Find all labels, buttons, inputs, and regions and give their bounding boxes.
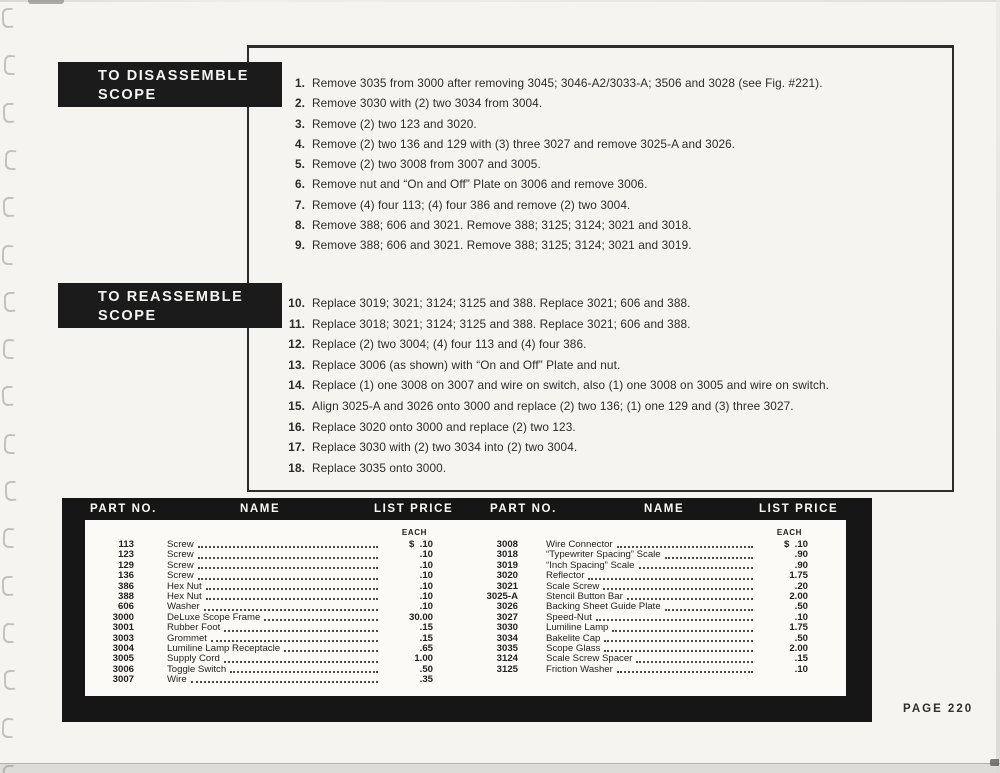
part-row — [480, 623, 808, 633]
dotted-leader — [206, 598, 378, 600]
dotted-leader — [627, 598, 753, 600]
part-price: .90 — [794, 549, 808, 561]
step-number: 2. — [294, 96, 305, 111]
part-price: 2.00 — [789, 590, 808, 602]
part-number: 136 — [117, 570, 134, 582]
binding-hole-icon — [3, 623, 15, 643]
step-text: Remove (4) four 113; (4) four 386 and remove (2) two 3004. — [312, 197, 631, 212]
parts-column-right — [480, 528, 808, 675]
binding-hole-icon — [4, 292, 16, 312]
dotted-leader — [224, 630, 378, 632]
part-number: 3027 — [496, 611, 518, 623]
dotted-leader — [665, 609, 753, 611]
part-row — [100, 623, 433, 633]
step-number: 12. — [288, 337, 305, 352]
step-text: Remove 3035 from 3000 after removing 3045; 3046-A2/3033-A; 3506 and 3028 (see Fig. #221). — [312, 76, 823, 90]
part-number: 3030 — [496, 622, 518, 634]
step-text: Remove (2) two 3008 from 3007 and 3005. — [312, 157, 541, 172]
part-name: “Inch Spacing” Scale — [546, 559, 635, 571]
step-number: 16. — [288, 419, 305, 434]
step-row — [279, 117, 951, 137]
step-row — [279, 440, 951, 461]
step-row — [279, 399, 951, 420]
part-number: 3006 — [112, 663, 134, 675]
part-row — [480, 654, 808, 664]
dotted-leader — [604, 650, 753, 652]
part-number: 3005 — [112, 653, 134, 665]
part-number: 3021 — [496, 580, 518, 592]
binding-hole-icon — [2, 717, 14, 737]
part-price: .10 — [419, 559, 433, 571]
binding-hole-icon — [4, 670, 16, 690]
part-number: 123 — [117, 549, 134, 561]
header-name-right: NAME — [644, 503, 685, 515]
part-row — [480, 550, 808, 560]
step-row — [279, 198, 951, 218]
part-price: .35 — [419, 674, 433, 686]
binding-hole-icon — [5, 481, 17, 501]
part-row — [480, 602, 808, 612]
part-price: .50 — [794, 601, 808, 613]
step-text: Replace 3018; 3021; 3124; 3125 and 388. Replace 3021; 606 and 388. — [312, 316, 691, 331]
part-price: .20 — [794, 580, 808, 592]
part-name: Friction Washer — [546, 663, 613, 675]
step-text: Replace (1) one 3008 on 3007 and wire on switch, also (1) one 3008 on 3005 and wire on switch. — [312, 378, 829, 393]
dotted-leader — [284, 650, 378, 652]
reassemble-heading-line1: TO REASSEMBLE — [98, 289, 244, 305]
part-price: .15 — [419, 632, 433, 644]
dotted-leader — [639, 567, 753, 569]
dotted-leader — [612, 630, 753, 632]
part-number: 3003 — [112, 632, 134, 644]
part-number: 3008 — [496, 538, 518, 550]
part-name: Rubber Foot — [167, 622, 221, 634]
step-number: 7. — [294, 197, 305, 212]
part-name: Screw — [167, 549, 194, 561]
part-number: 3004 — [112, 642, 134, 654]
step-text: Remove 3030 with (2) two 3034 from 3004. — [312, 96, 543, 111]
dotted-leader — [588, 578, 753, 580]
part-price: .10 — [794, 663, 808, 675]
step-number: 10. — [288, 296, 305, 310]
reassemble-heading — [58, 283, 282, 328]
disassemble-heading-line1: TO DISASSEMBLE — [98, 68, 250, 84]
part-row — [100, 571, 433, 581]
part-row — [100, 561, 433, 571]
disassemble-heading-line2: SCOPE — [98, 87, 157, 103]
part-name: Toggle Switch — [167, 663, 227, 675]
disassemble-heading — [58, 62, 282, 107]
step-number: 13. — [288, 357, 305, 372]
step-text: Remove (2) two 136 and 129 with (3) three 3027 and remove 3025-A and 3026. — [312, 136, 736, 151]
dotted-leader — [204, 609, 378, 611]
step-number: 1. — [294, 76, 305, 90]
step-number: 17. — [288, 440, 305, 455]
part-name: Speed-Nut — [546, 611, 592, 623]
binding-hole-icon — [2, 575, 14, 595]
part-name: “Typewriter Spacing” Scale — [546, 549, 661, 561]
part-number: 388 — [117, 590, 134, 602]
part-row — [100, 550, 433, 560]
step-row — [279, 461, 951, 482]
step-row — [279, 378, 951, 399]
part-number: 3007 — [112, 674, 134, 686]
header-list-price-right: LIST PRICE — [759, 503, 839, 515]
binding-hole-icon — [3, 197, 15, 217]
dotted-leader — [198, 567, 378, 569]
part-name: Scope Glass — [546, 642, 601, 654]
scan-corner-mark — [990, 759, 999, 766]
dotted-leader — [191, 681, 378, 683]
dotted-leader — [617, 671, 753, 673]
dotted-leader — [636, 661, 753, 663]
step-row — [279, 238, 951, 258]
binding-hole-icon — [2, 244, 14, 264]
part-row — [480, 665, 808, 675]
part-row — [100, 582, 433, 592]
dotted-leader — [596, 619, 753, 621]
part-number: 3034 — [496, 632, 518, 644]
part-row — [100, 654, 433, 664]
binding-hole-icon — [2, 8, 14, 28]
step-number: 6. — [294, 177, 305, 192]
part-name: Reflector — [546, 570, 585, 582]
binding-hole-icon — [4, 434, 16, 454]
part-number: 606 — [117, 601, 134, 613]
part-price: .10 — [419, 570, 433, 582]
binding-hole-icon — [3, 102, 15, 122]
part-name: Wire — [167, 674, 187, 686]
step-row — [279, 137, 951, 157]
header-list-price-left: LIST PRICE — [374, 503, 454, 515]
step-row — [279, 337, 951, 358]
parts-table-body — [85, 520, 846, 696]
each-label: EACH — [776, 528, 802, 537]
step-text: Replace 3030 with (2) two 3034 into (2) two 3004. — [312, 440, 578, 455]
step-number: 18. — [288, 460, 305, 475]
step-number: 14. — [288, 378, 305, 393]
page-number: PAGE 220 — [903, 703, 974, 715]
binding-hole-icon — [5, 150, 17, 170]
step-text: Replace (2) two 3004; (4) four 113 and (4) four 386. — [312, 337, 587, 352]
dotted-leader — [224, 661, 378, 663]
parts-table — [62, 498, 872, 722]
dotted-leader — [665, 557, 753, 559]
binding-hole-icon — [3, 528, 15, 548]
dotted-leader — [198, 578, 378, 580]
disassemble-steps — [279, 76, 951, 259]
part-name: Hex Nut — [167, 580, 202, 592]
step-text: Remove 388; 606 and 3021. Remove 388; 3125; 3124; 3021 and 3019. — [312, 238, 692, 253]
part-price: .50 — [419, 663, 433, 675]
step-text: Remove nut and “On and Off” Plate on 3006 and remove 3006. — [312, 177, 648, 192]
scan-smudge — [28, 0, 64, 4]
header-part-no-right: PART NO. — [490, 503, 557, 515]
step-text: Replace 3020 onto 3000 and replace (2) two 123. — [312, 419, 576, 434]
step-text: Remove 388; 606 and 3021. Remove 388; 3125; 3124; 3021 and 3018. — [312, 218, 692, 233]
reassemble-steps — [279, 296, 951, 481]
part-price: 2.00 — [789, 642, 808, 654]
part-row — [480, 561, 808, 571]
scan-top-edge — [0, 0, 1000, 2]
part-price: .15 — [419, 622, 433, 634]
part-number: 3020 — [496, 570, 518, 582]
step-row — [279, 177, 951, 197]
part-row — [100, 602, 433, 612]
binding-hole-icon — [4, 55, 16, 75]
part-number: 3018 — [496, 549, 518, 561]
step-text: Replace 3019; 3021; 3124; 3125 and 388. Replace 3021; 606 and 388. — [312, 296, 691, 310]
part-row — [480, 634, 808, 644]
part-name: Stencil Button Bar — [546, 590, 623, 602]
part-row — [100, 644, 433, 654]
dotted-leader — [264, 619, 378, 621]
step-text: Remove (2) two 123 and 3020. — [312, 116, 477, 131]
step-number: 4. — [294, 136, 305, 151]
step-row — [279, 218, 951, 238]
part-price: $ .10 — [408, 538, 433, 550]
step-row — [279, 420, 951, 441]
step-number: 8. — [294, 218, 305, 233]
part-name: DeLuxe Scope Frame — [167, 611, 261, 623]
part-price: .15 — [794, 653, 808, 665]
part-name: Washer — [167, 601, 200, 613]
part-price: 30.00 — [408, 611, 433, 623]
part-price: 1.75 — [789, 570, 808, 582]
part-price: .10 — [419, 601, 433, 613]
part-row — [480, 644, 808, 654]
part-row — [100, 613, 433, 623]
each-label: EACH — [401, 528, 427, 537]
dotted-leader — [617, 546, 753, 548]
part-name: Lumiline Lamp Receptacle — [167, 642, 281, 654]
reassemble-heading-line2: SCOPE — [98, 308, 157, 324]
part-price: 1.00 — [414, 653, 433, 665]
step-row — [279, 296, 951, 317]
part-name: Wire Connector — [546, 538, 613, 550]
step-text: Replace 3035 onto 3000. — [312, 460, 447, 475]
part-number: 3035 — [496, 642, 518, 654]
part-row — [100, 540, 433, 550]
part-row — [100, 665, 433, 675]
step-row — [279, 157, 951, 177]
part-name: Scale Screw Spacer — [546, 653, 633, 665]
part-row — [480, 582, 808, 592]
step-number: 3. — [294, 116, 305, 131]
dotted-leader — [198, 546, 378, 548]
part-name: Lumiline Lamp — [546, 622, 609, 634]
parts-column-left — [100, 528, 433, 685]
dotted-leader — [198, 557, 378, 559]
header-name-left: NAME — [240, 503, 281, 515]
part-name: Backing Sheet Guide Plate — [546, 601, 661, 613]
part-price: .10 — [419, 580, 433, 592]
part-number: 3026 — [496, 601, 518, 613]
step-row — [279, 317, 951, 338]
part-row — [100, 592, 433, 602]
part-name: Screw — [167, 538, 194, 550]
part-price: .10 — [419, 590, 433, 602]
part-number: 3025-A — [486, 590, 518, 602]
dotted-leader — [604, 640, 753, 642]
binding-hole-icon — [2, 386, 14, 406]
part-number: 3019 — [496, 559, 518, 571]
part-number: 3124 — [496, 653, 518, 665]
part-row — [480, 571, 808, 581]
part-name: Scale Screw — [546, 580, 600, 592]
step-number: 11. — [288, 316, 305, 331]
step-text: Replace 3006 (as shown) with “On and Off” Plate and nut. — [312, 357, 621, 372]
part-name: Hex Nut — [167, 590, 202, 602]
header-part-no-left: PART NO. — [90, 503, 157, 515]
step-text: Align 3025-A and 3026 onto 3000 and replace (2) two 136; (1) one 129 and (3) three 3027. — [312, 398, 794, 413]
part-price: 1.75 — [789, 622, 808, 634]
step-number: 15. — [288, 398, 305, 413]
step-row — [279, 76, 951, 96]
part-number: 3000 — [112, 611, 134, 623]
part-number: 386 — [117, 580, 134, 592]
dotted-leader — [206, 588, 378, 590]
dotted-leader — [230, 671, 378, 673]
part-name: Screw — [167, 570, 194, 582]
part-row — [100, 675, 433, 685]
step-row — [279, 96, 951, 116]
dotted-leader — [211, 640, 378, 642]
part-name: Bakelite Cap — [546, 632, 601, 644]
part-number: 3125 — [496, 663, 518, 675]
step-number: 9. — [294, 238, 305, 253]
step-row — [279, 358, 951, 379]
part-row — [480, 613, 808, 623]
part-number: 113 — [118, 538, 134, 550]
scan-bottom-edge — [0, 763, 1000, 773]
part-number: 129 — [117, 559, 134, 571]
binding-hole-icon — [3, 339, 15, 359]
part-price: .10 — [419, 549, 433, 561]
part-name: Screw — [167, 559, 194, 571]
part-price: .65 — [419, 642, 433, 654]
part-price: $ .10 — [783, 538, 808, 550]
step-number: 5. — [294, 157, 305, 172]
dotted-leader — [603, 588, 753, 590]
part-number: 3001 — [112, 622, 134, 634]
part-name: Supply Cord — [167, 653, 220, 665]
part-price: .10 — [794, 611, 808, 623]
binding-hole-icon — [3, 765, 15, 773]
part-name: Grommet — [167, 632, 207, 644]
part-price: .50 — [794, 632, 808, 644]
part-price: .90 — [794, 559, 808, 571]
scan-right-edge — [996, 0, 1000, 773]
